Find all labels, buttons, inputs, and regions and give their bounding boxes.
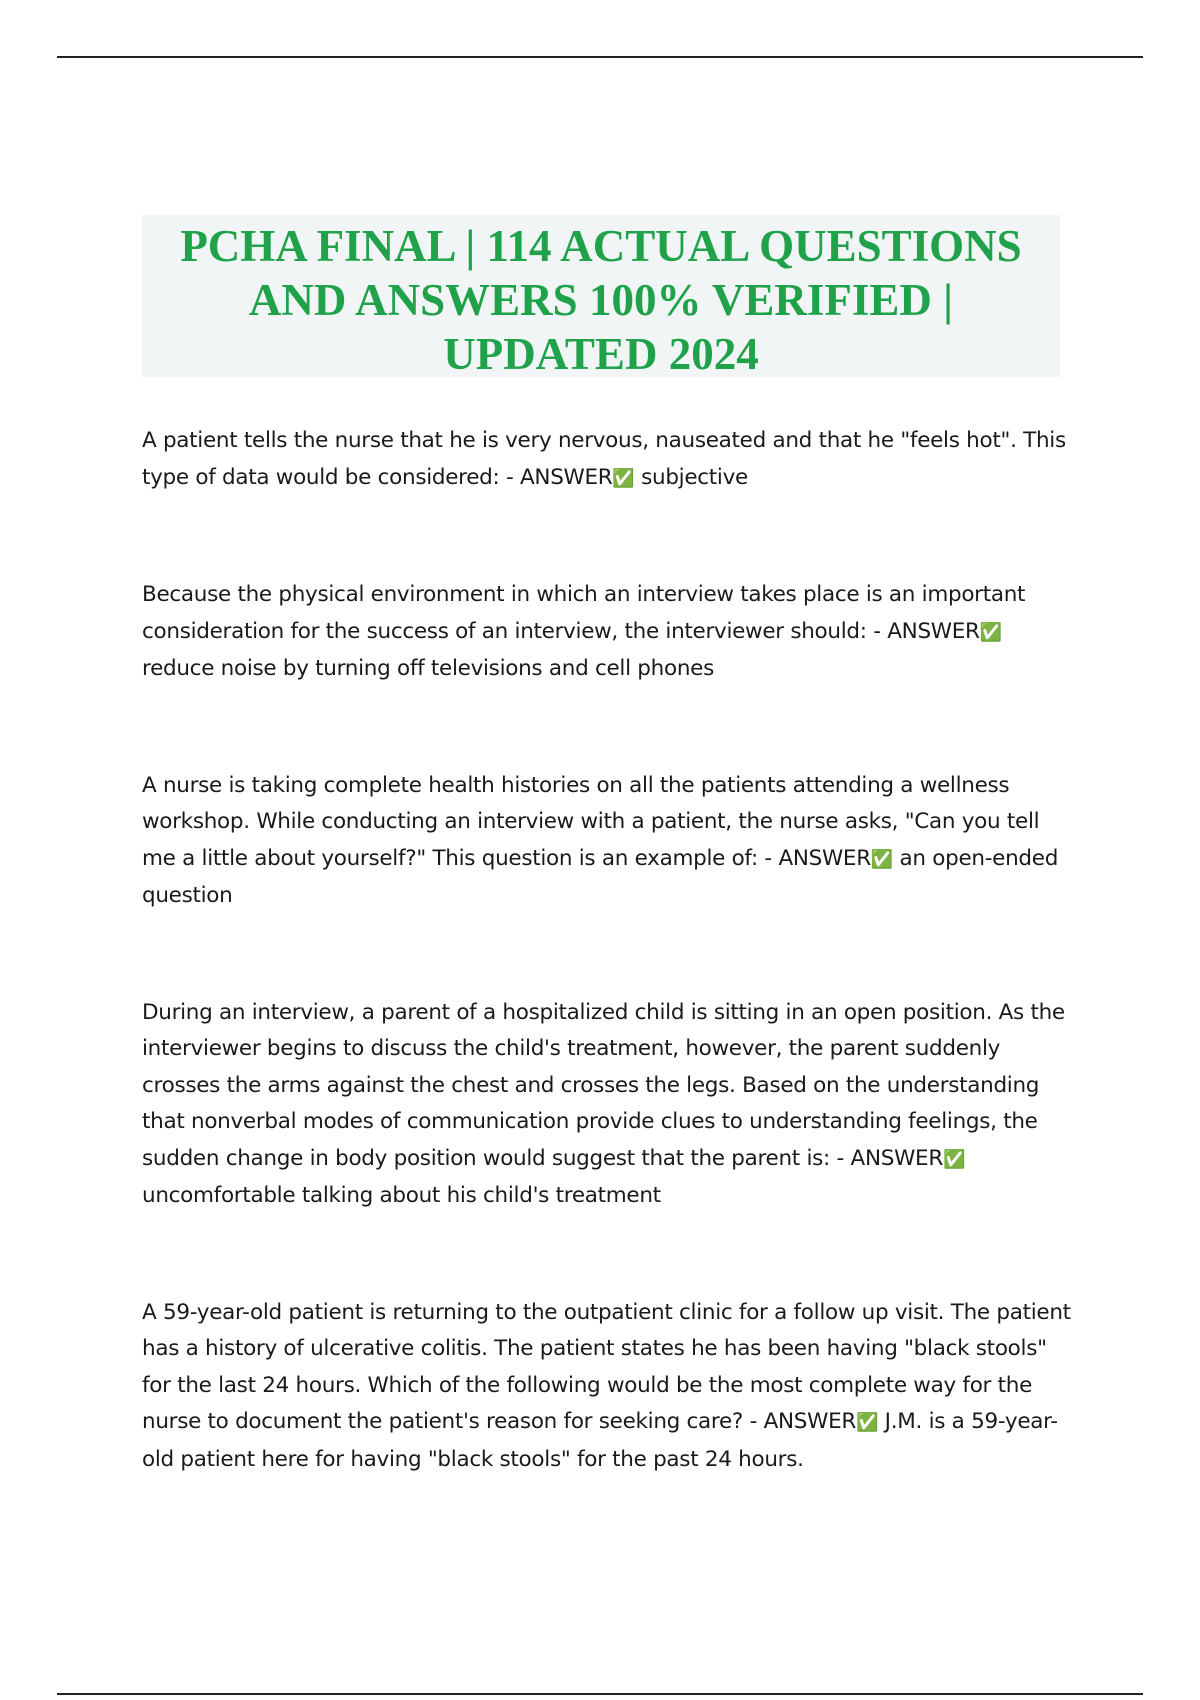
question-text: A nurse is taking complete health histories on all the patients attending a wellness workshop. While conducting an interview with a patient, the nurse asks, "Can you tell me a little about yourself?" This question is an example of: - — [142, 772, 1040, 871]
answer-label: ANSWER — [850, 1145, 943, 1171]
answer-text: J.M. is a 59-year-old patient here for having "black stools" for the past 24 hours. — [142, 1409, 1058, 1472]
answer-label: ANSWER — [778, 845, 871, 871]
top-rule — [57, 56, 1143, 58]
answer-text: uncomfortable talking about his child's treatment — [142, 1183, 661, 1208]
check-icon: ✅ — [942, 1148, 966, 1170]
document-title: PCHA FINAL | 114 ACTUAL QUESTIONS AND ANSWERS 100% VERIFIED | UPDATED 2024 — [180, 221, 1022, 379]
qa-item — [142, 768, 1072, 915]
bottom-rule — [57, 1693, 1143, 1695]
title-banner — [142, 215, 1060, 377]
answer-text: subjective — [641, 464, 748, 490]
check-icon: ✅ — [856, 1412, 879, 1433]
qa-item — [142, 577, 1072, 688]
answer-label: ANSWER — [520, 464, 613, 490]
answer-label: ANSWER — [887, 618, 980, 644]
qa-item — [142, 1295, 1072, 1479]
question-text: During an interview, a parent of a hospitalized child is sitting in an open position. As the interviewer begins to discuss the child's treatment, however, the parent suddenly crosses the arms against the chest and crosses the legs. Based on the understanding that nonverbal modes of communication provide clues to understanding feelings, the sudden change in body position would suggest that the parent is: - — [142, 999, 1065, 1171]
check-icon: ✅ — [979, 621, 1002, 643]
check-icon: ✅ — [870, 848, 893, 870]
question-text: Because the physical environment in which an interview takes place is an important consideration for the success of an interview, the interviewer should: - — [142, 582, 1026, 644]
qa-item — [142, 995, 1072, 1215]
answer-text: an open-ended question — [142, 845, 1059, 908]
answer-text: reduce noise by turning off televisions and cell phones — [142, 656, 714, 681]
question-text: A patient tells the nurse that he is very nervous, nauseated and that he "feels hot". This type of data would be considered: - — [142, 428, 1066, 490]
question-text: A 59-year-old patient is returning to the outpatient clinic for a follow up visit. The patient has a history of ulcerative colitis. The patient states he has been having "black stools" for the last 24 hours. Which of the following would be the most complete way for the nurse to document the patient's reason for seeking care? - — [142, 1299, 1071, 1434]
qa-list — [142, 423, 1072, 1478]
check-icon: ✅ — [612, 467, 635, 489]
qa-item — [142, 423, 1072, 497]
answer-label: ANSWER — [763, 1409, 856, 1434]
